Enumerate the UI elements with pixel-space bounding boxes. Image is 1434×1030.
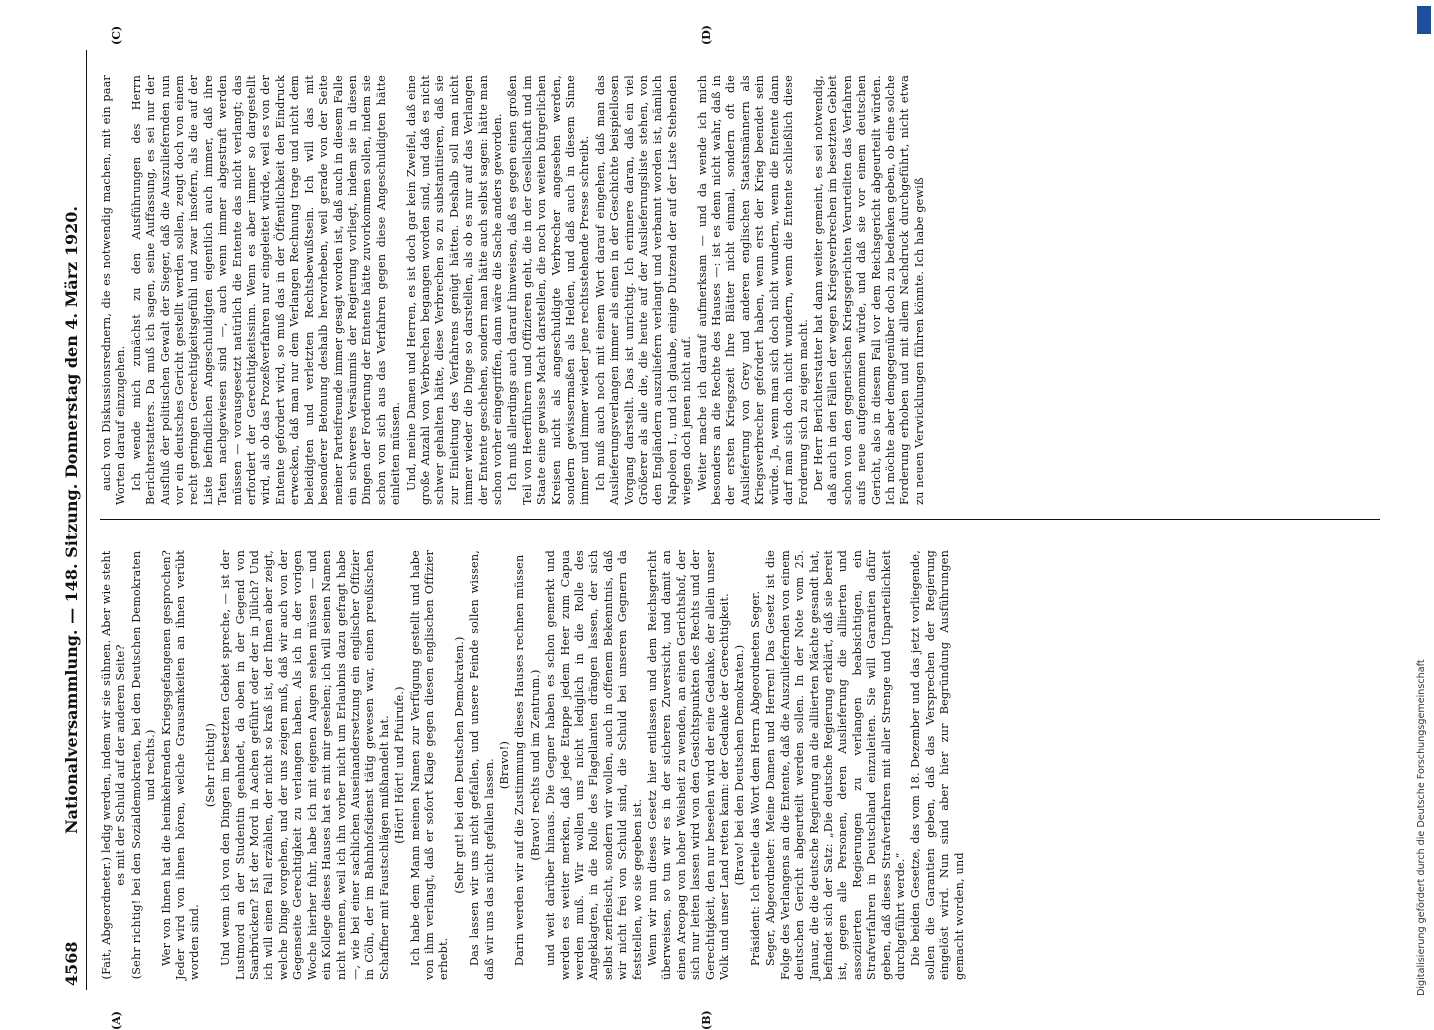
interjection: (Bravo! bei den Deutschen Demokraten.) [733,644,747,886]
margin-marker-a: (A) [110,1011,123,1030]
paragraph: Und wenn ich von den Dingen im besetzten Gebiet spreche, — ist der Lustmord an der Studentin geahndet, da oben in der Gegend von Saarbrücken? Ist der Mord in Aachen geführt oder der in Jülich? Und ich will einen Fall erzählen, der nicht so kraß ist, der Ihnen aber zeigt, welche Dinge vorgehen, und der uns zeigen muß, daß wir auch von der Gegenseite Gerechtigkeit zu verlangen haben. Als ich in der vorigen Woche hierher fuhr, habe ich mit eigenen Augen sehen müssen — und ein Kollege dieses Hauses hat es mit mir gesehen; ich will seinen Namen nicht nennen, weil ich ihn vorher nicht um Erlaubnis dazu gefragt habe —, wie bei einer sachlichen Auseinandersetzung ein englischer Offizier in Cöln, der im Bahnhofsdienst tätig gewesen war, einen preußischen Schaffner mit Faustschlägen mißhandelt hat. [219,550,391,980]
paragraph: Der Herr Berichterstatter hat dann weiter gemeint, es sei notwendig, daß auch in den Fällen der wegen Kriegsverbrechen im besetzten Gebiet schon von den gegnerischen Kriegsgerichten Verurteilten das Verfahren aufs neue aufgenommen würde, und daß sie vor einem deutschen Gericht, also in diesem Fall vor dem Reichsgericht abgeurteilt würden. Ich möchte aber demgegenüber doch zu bedenken geben, ob eine solche Forderung erhoben und mit allem Nachdruck durchgeführt, nicht etwa zu neuen Verwicklungen führen könnte. Ich habe gewiß [811,75,926,505]
dfg-sidebar [1416,6,1430,996]
page-number: 4568 [62,941,81,986]
paragraph: Wer von Ihnen hat die heimkehrenden Kriegsgefangenen gesprochen? Jeder wird von ihnen hören, welche Grausamkeiten an ihnen verübt worden sind. [159,550,202,980]
rotated-page-content [60,25,1390,1030]
paragraph: Wenn wir nun dieses Gesetz hier entlassen und dem Reichsgericht überweisen, so tun wir es in der sicheren Zuversicht, und damit an einen Areopag von hoher Weisheit zu wenden, an einen Gerichtshof, der sich nur leiten lassen wird von den Gesichtspunkten des Rechts und der Gerechtigkeit, den nur beseelen wird der eine Gedanke, der allein unser Volk und unser Land retten kann: der Gedanke der Gerechtigkeit. [646,550,732,980]
interjection: (Bravo!) [497,740,511,790]
paragraph: Die beiden Gesetze, das vom 18. Dezember und das jetzt vorliegende, sollen die Garantien geben, daß das Versprechen der Regierung eingelöst wird. Nun sind aber hier zur Begründung Ausführungen gemacht worden, und [909,550,966,980]
left-column [100,550,968,980]
speaker-paragraph: Seger, Abgeordneter: Meine Damen und Herren! Das Gesetz ist die Folge des Verlangens an die Entente, daß die Auszuliefernden von einem deutschen Gericht abgeurteilt werden sollen. In der Note vom 25. Januar, die die deutsche Regierung an die alliierten Mächte gesandt hat, befindet sich der Satz: „Die deutsche Regierung erklärt, daß sie bereit ist, gegen alle Personen, deren Auslieferung die alliierten und assoziierten Regierungen zu verlangen beabsichtigen, ein Strafverfahren in Deutschland einzuleiten. Sie will Garantien dafür geben, daß dieses Strafverfahren mit aller Strenge und Unparteilichkeit durchgeführt werde.“ [764,550,907,980]
page-title: Nationalversammlung. — 148. Sitzung. Donnerstag den 4. März 1920. [62,206,81,834]
paragraph: Weiter mache ich darauf aufmerksam — und da wende ich mich besonders an die Rechte des Hauses —: ist es denn nicht wahr, daß in der ersten Kriegszeit Ihre Blätter nicht einmal, sondern oft die Auslieferung von Grey und anderen englischen Staatsmännern als Kriegsverbrecher gefordert haben, wenn erst der Krieg beendet sein würde. Ja, wenn man sich doch nicht wundern, wenn die Entente dann darf man sich doch nicht wundern, wenn die Entente schließlich diese Forderung sich zu eigen macht. [695,75,810,505]
dfg-logo-icon [1417,6,1431,34]
page-header [60,50,87,990]
paragraph: auch von Diskussionsrednern, die es notwendig machen, mit ein paar Worten darauf einzugehen. [100,75,128,505]
speaker-paragraph: Präsident: Ich erteile das Wort dem Herrn Abgeordneten Seger. [748,590,762,966]
paragraph: und weit darüber hinaus. Die Gegner haben es schon gemerkt und werden es weiter merken, daß jede Etappe jedem Heer zum Capua werden muß. Wir wollen uns nicht lediglich in die Rolle des Angeklagten, in die Rolle des Flagellanten drängen lassen, der sich selbst zerfleischt, sondern wir wollen, auch in offenem Bekenntnis, daß wir nicht frei von Schuld sind, die Schuld bei unseren Gegnern da feststellen, wo sie gegeben ist. [544,550,644,980]
paragraph: Ich muß allerdings auch darauf hinweisen, daß es gegen einen großen Teil von Heerführern und Offizieren geht, die in der Gesellschaft und im Staate eine gewisse Macht darstellen, die noch von weiten bürgerlichen Kreisen nicht als angeschuldigte Verbrecher angesehen werden, sondern gewissermaßen als Helden, und daß auch in diesem Sinne immer und immer wieder jene rechtsstehende Presse schreibt. [506,75,592,505]
paragraph: Und, meine Damen und Herren, es ist doch gar kein Zweifel, daß eine große Anzahl von Verbrechen begangen worden sind, und daß es nicht schwer gehalten hätte, diese Verbrechen so zu substantiieren, daß sie zur Einleitung des Verfahrens genügt hätten. Deshalb soll man nicht immer wieder die Dinge so darstellen, als ob es nur auf das Verlangen der Entente geschehen, sondern man hätte auch selbst sagen: hätte man schon vorher eingegriffen, dann wäre die Sache anders geworden. [404,75,504,505]
paragraph: Ich muß auch noch mit einem Wort darauf eingehen, daß man das Auslieferungsverlangen immer als einen in der Geschichte beispiellosen Vorgang darstellt. Das ist unrichtig. Ich erinnere daran, daß ein viel Größerer als alle die, die heute auf der Auslieferungsliste stehen, von den Engländern auszuliefern verlangt und verbannt worden ist, nämlich Napoleon I., und ich glaube, einige Dutzend der auf der Liste Stehenden wiegen doch jenen nicht auf. [593,75,694,505]
paragraph: Ich habe dem Mann meinen Namen zur Verfügung gestellt und habe von ihm verlangt, daß er sofort Klage gegen diesen englischen Offizier erhebt. [408,550,451,980]
paragraph: Darin werden wir auf die Zustimmung dieses Hauses rechnen müssen [513,554,527,966]
paragraph: (Fait, Abgeordneter.) ledig werden, indem wir sie sühnen. Aber wie steht es mit der Schuld auf der anderen Seite? [100,550,128,980]
paragraph: Das lassen wir uns nicht gefallen, und unsere Feinde sollen wissen, daß wir uns das nicht gefallen lassen. [468,550,496,980]
column-divider [100,519,1380,520]
interjection: (Sehr richtig! bei den Sozialdemokraten, bei den Deutschen Demokraten und rechts.) [129,550,158,980]
margin-marker-d: (D) [700,25,713,45]
interjection: (Hört! Hört! und Pfuirufe.) [393,686,407,844]
dfg-credit-text: Digitalisierung gefördert durch die Deutsche Forschungsgemeinschaft [1416,659,1427,996]
interjection: (Sehr gut! bei den Deutschen Demokraten.) [452,636,466,894]
margin-marker-b: (B) [700,1010,713,1030]
right-column [100,75,928,505]
margin-marker-c: (C) [110,25,123,45]
interjection: (Sehr richtig!) [203,722,217,808]
interjection: (Bravo! rechts und im Zentrum.) [528,669,542,861]
paragraph: Ich wende mich zunächst zu den Ausführungen des Herrn Berichterstatters. Da muß ich sagen, seine Auffassung, es sei nur der Ausfluß der politischen Gewalt der Sieger, daß die Auszuliefernden nun vor ein deutsches Gericht gestellt werden sollen, zeugt doch von einem recht geringen Gerechtigkeitsgefühl und zwar insofern, als die auf der Liste befindlichen Angeschuldigten eigentlich auch immer, daß ihre Taten nachgewiesen sind —, auch wenn immer abgestraft werden müssen — vorausgesetzt natürlich die Entente das nicht verlangt; das erfordert der Gerechtigkeitssinn. Wenn es aber immer so dargestellt wird, als ob das Prozeßverfahren nur eingeleitet würde, weil es von der Entente gefordert wird, so muß das in der Öffentlichkeit den Eindruck erwecken, daß man nur dem Verlangen Rechnung trage und nicht dem beleidigten und verletzten Rechtsbewußtsein. Ich will das mit besonderer Betonung deshalb hervorheben, weil gerade von der Seite meiner Parteifreunde immer gesagt worden ist, daß auch in diesem Falle ein schweres Versäumnis der Regierung vorliegt, indem sie in diesen Dingen der Forderung der Entente hätte zuvorkommen sollen, indem sie schon von sich aus das Verfahren gegen diese Angeschuldigten hätte einleiten müssen. [129,75,403,505]
